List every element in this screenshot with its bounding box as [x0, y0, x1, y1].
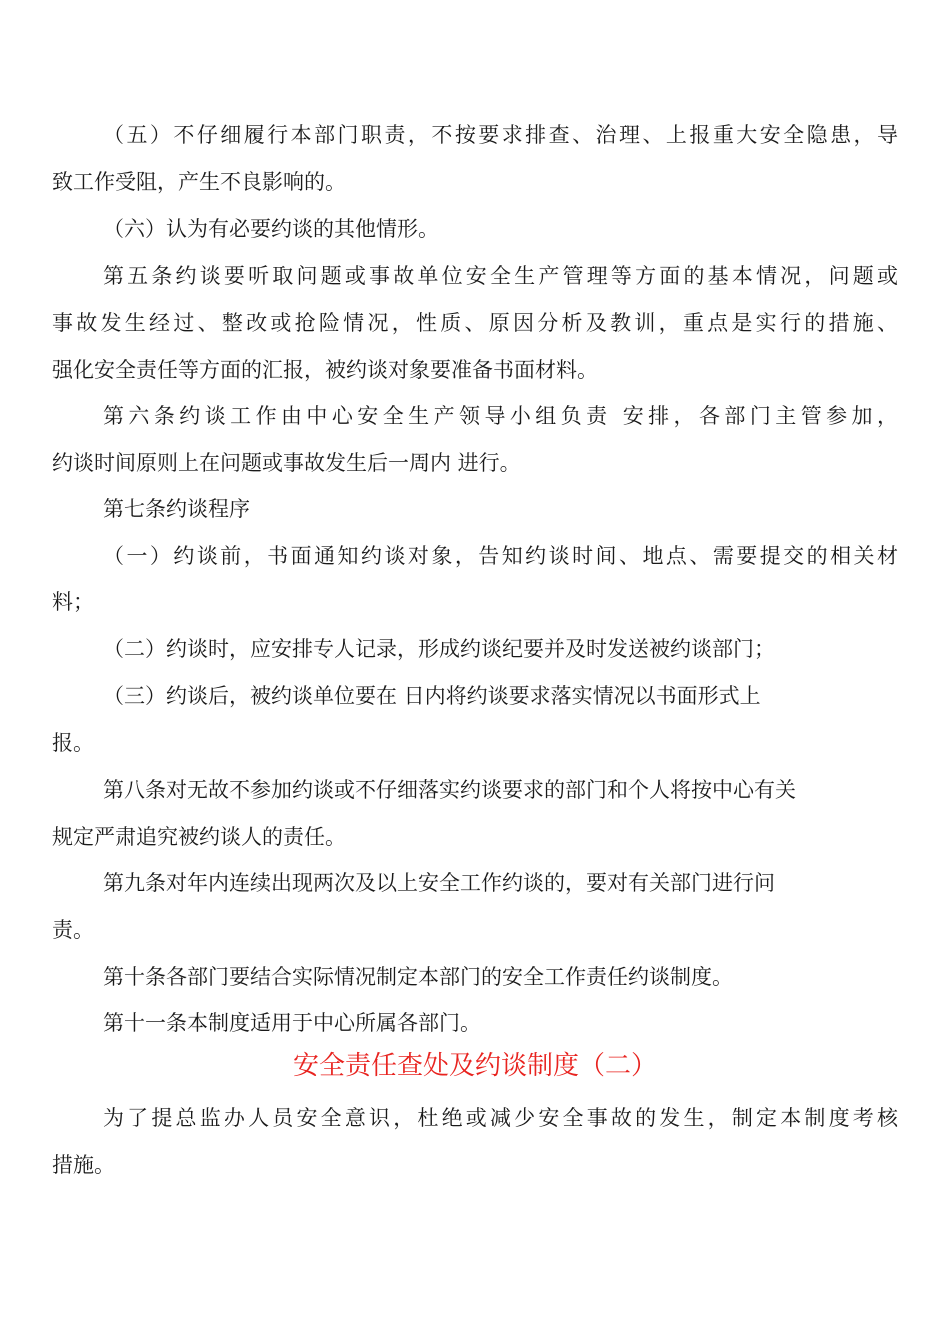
paragraph-line: 第五条约谈要听取问题或事故单位安全生产管理等方面的基本情况，问题或	[103, 264, 898, 288]
paragraph-line: 为了提总监办人员安全意识，杜绝或减少安全事故的发生，制定本制度考核	[103, 1106, 898, 1130]
paragraph-line: 第六条约谈工作由中心安全生产领导小组负责 安排，各部门主管参加，	[103, 404, 898, 428]
paragraph-line: 第十条各部门要结合实际情况制定本部门的安全工作责任约谈制度。	[103, 965, 733, 989]
paragraph-line: （五）不仔细履行本部门职责，不按要求排查、治理、上报重大安全隐患，导	[103, 123, 898, 147]
paragraph-line: 致工作受阻，产生不良影响的。	[52, 170, 346, 194]
paragraph-line: 第八条对无故不参加约谈或不仔细落实约谈要求的部门和个人将按中心有关	[103, 778, 796, 802]
paragraph-line: （三）约谈后，被约谈单位要在 日内将约谈要求落实情况以书面形式上	[103, 684, 761, 708]
paragraph-line: 报。	[52, 731, 94, 755]
section-heading: 安全责任查处及约谈制度（二）	[292, 1051, 657, 1081]
paragraph-line: 责。	[52, 918, 94, 942]
paragraph-line: 强化安全责任等方面的汇报，被约谈对象要准备书面材料。	[52, 358, 598, 382]
paragraph-line: 料；	[52, 590, 94, 614]
paragraph-line: 第九条对年内连续出现两次及以上安全工作约谈的，要对有关部门进行问	[103, 871, 775, 895]
paragraph-line: 第十一条本制度适用于中心所属各部门。	[103, 1011, 481, 1035]
paragraph-line: 事故发生经过、整改或抢险情况，性质、原因分析及教训，重点是实行的措施、	[52, 311, 898, 335]
paragraph-line: （一）约谈前，书面通知约谈对象，告知约谈时间、地点、需要提交的相关材	[103, 544, 898, 568]
paragraph-line: （六）认为有必要约谈的其他情形。	[103, 217, 439, 241]
paragraph-line: （二）约谈时，应安排专人记录，形成约谈纪要并及时发送被约谈部门；	[103, 637, 775, 661]
paragraph-line: 措施。	[52, 1153, 115, 1177]
paragraph-line: 约谈时间原则上在问题或事故发生后一周内 进行。	[52, 451, 521, 475]
paragraph-line: 第七条约谈程序	[103, 497, 250, 521]
paragraph-line: 规定严肃追究被约谈人的责任。	[52, 825, 346, 849]
